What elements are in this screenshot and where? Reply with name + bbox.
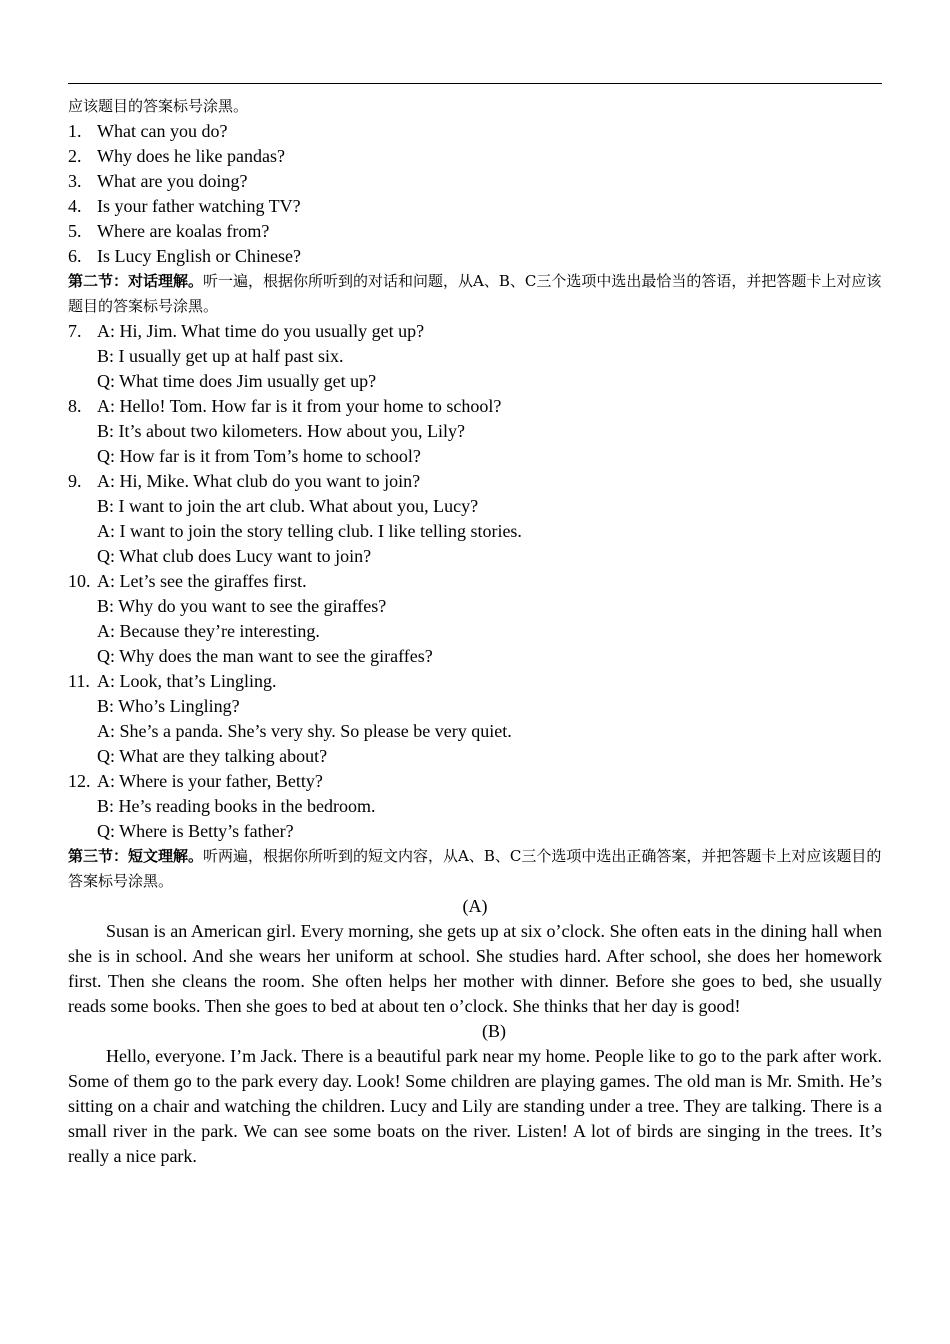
dialogue-list bbox=[68, 319, 882, 844]
dialogue-item: 11. A: Look, that’s Lingling. bbox=[68, 671, 277, 691]
dialogue-line: A: She’s a panda. She’s very shy. So please be very quiet. bbox=[97, 721, 512, 741]
part1-question-list bbox=[68, 119, 882, 269]
dialogue-line: B: He’s reading books in the bedroom. bbox=[97, 796, 376, 816]
dialogue-line: Q: What club does Lucy want to join? bbox=[97, 546, 372, 566]
section3-heading bbox=[68, 844, 882, 894]
dialogue-item: 10. A: Let’s see the giraffes first. bbox=[68, 571, 307, 591]
passage-a-label: (A) bbox=[462, 896, 488, 916]
dialogue-line: A: I want to join the story telling club. I like telling stories. bbox=[97, 521, 522, 541]
dialogue-item: 12. A: Where is your father, Betty? bbox=[68, 771, 323, 791]
passage-b-label: (B) bbox=[482, 1021, 506, 1041]
dialogue-line: B: Why do you want to see the giraffes? bbox=[97, 596, 387, 616]
section2-heading bbox=[68, 269, 882, 319]
dialogue-line: Q: What are they talking about? bbox=[97, 746, 328, 766]
dialogue-line: Q: What time does Jim usually get up? bbox=[97, 371, 377, 391]
dialogue-item: 9. A: Hi, Mike. What club do you want to join? bbox=[68, 471, 421, 491]
instruction-tail: 应该题目的答案标号涂黑。 bbox=[68, 97, 249, 115]
dialogue-line: Q: How far is it from Tom’s home to school? bbox=[97, 446, 421, 466]
question-item: 6. Is Lucy English or Chinese? bbox=[68, 246, 301, 266]
dialogue-line: Q: Where is Betty’s father? bbox=[97, 821, 294, 841]
question-item: 3. What are you doing? bbox=[68, 171, 248, 191]
question-item: 4. Is your father watching TV? bbox=[68, 196, 301, 216]
dialogue-line: B: I usually get up at half past six. bbox=[97, 346, 344, 366]
dialogue-item: 8. A: Hello! Tom. How far is it from your home to school? bbox=[68, 396, 502, 416]
dialogue-line: A: Because they’re interesting. bbox=[97, 621, 320, 641]
question-item: 1. What can you do? bbox=[68, 121, 228, 141]
question-item: 2. Why does he like pandas? bbox=[68, 146, 285, 166]
section2-title: 第二节：对话理解。 bbox=[68, 272, 204, 290]
passage-b-text: Hello, everyone. I’m Jack. There is a beautiful park near my home. People like to go to the park after work. Some of them go to the park every day. Look! Some children are playing games. The old man is Mr. Smith. He’s sitting on a chair and watching the children. Lucy and Lily are standing under a tree. They are talking. There is a small river in the park. We can see some boats on the river. Listen! A lot of birds are singing in the trees. It’s really a nice park. bbox=[68, 1046, 882, 1166]
dialogue-line: B: I want to join the art club. What about you, Lucy? bbox=[97, 496, 479, 516]
dialogue-line: Q: Why does the man want to see the giraffes? bbox=[97, 646, 433, 666]
dialogue-line: B: Who’s Lingling? bbox=[97, 696, 240, 716]
section3-instructions: 听两遍，根据你所听到的短文内容，从A、B、C三个选项中选出正确答案，并把答题卡上对应该题目的答案标号涂黑。 bbox=[68, 847, 882, 890]
passage-a-text: Susan is an American girl. Every morning, she gets up at six o’clock. She often eats in the dining hall when she is in school. And she wears her uniform at school. She studies hard. After school, she does her homework first. Then she cleans the room. She often helps her mother with dinner. Before she goes to bed, she usually reads some books. Then she goes to bed at about ten o’clock. She thinks that her day is good! bbox=[68, 921, 882, 1016]
document-body bbox=[68, 94, 882, 1169]
header-rule bbox=[68, 83, 882, 84]
dialogue-item: 7. A: Hi, Jim. What time do you usually get up? bbox=[68, 321, 425, 341]
section2-instructions: 听一遍，根据你所听到的对话和问题，从A、B、C三个选项中选出最恰当的答语，并把答题卡上对应该题目的答案标号涂黑。 bbox=[68, 272, 882, 315]
section3-title: 第三节：短文理解。 bbox=[68, 847, 204, 865]
question-item: 5. Where are koalas from? bbox=[68, 221, 270, 241]
dialogue-line: B: It’s about two kilometers. How about you, Lily? bbox=[97, 421, 465, 441]
